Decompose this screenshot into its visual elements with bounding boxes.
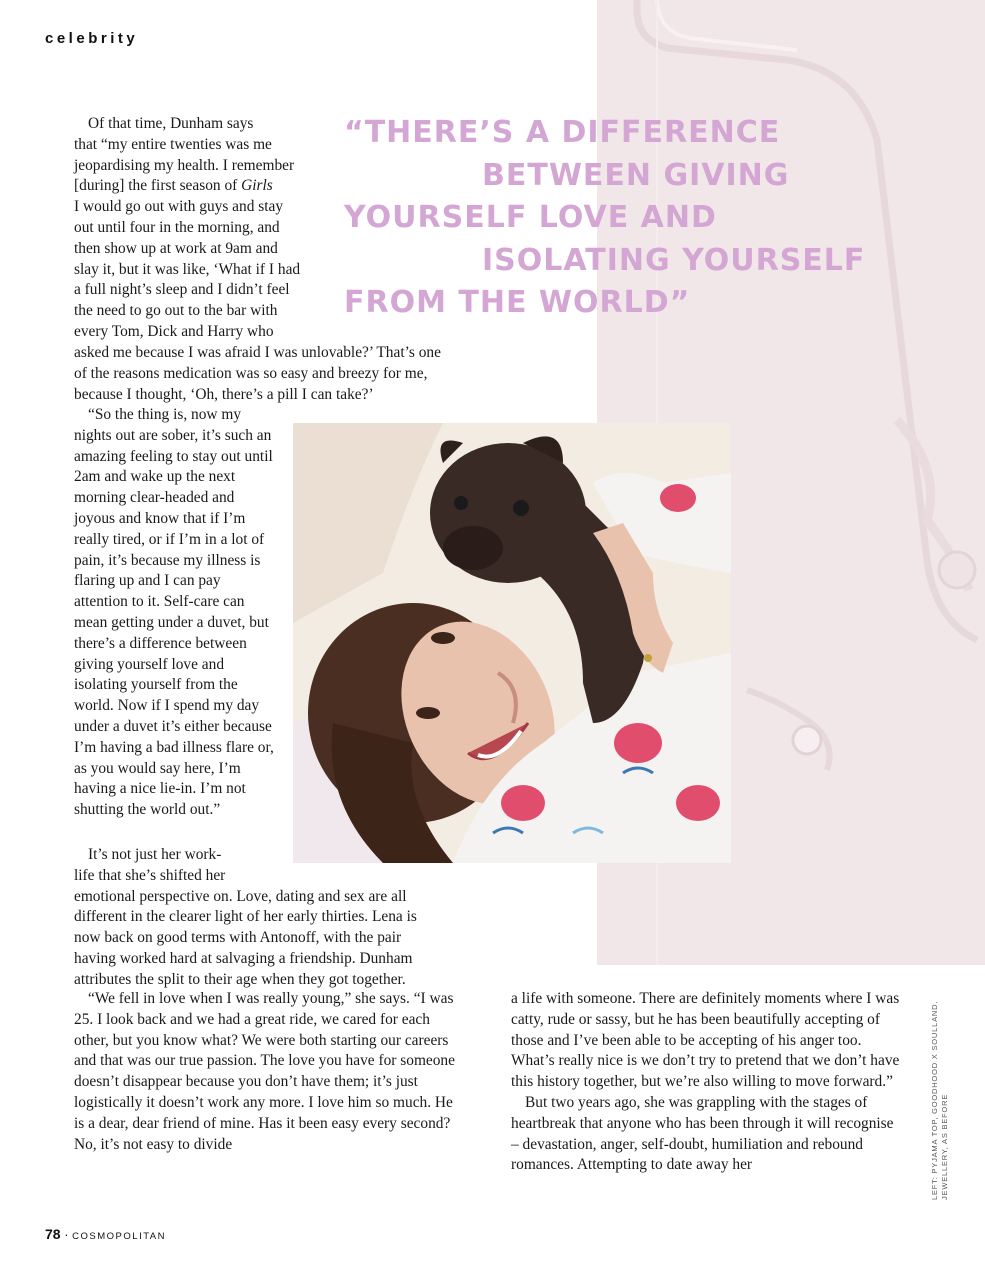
pull-quote-line: YOURSELF LOVE AND	[344, 200, 717, 235]
credit-line: JEWELLERY, AS BEFORE	[940, 1093, 949, 1200]
text-line: every Tom, Dick and Harry who	[74, 322, 274, 340]
text-block: But two years ago, she was grappling with the stages of heartbreak that anyone who has been through it will recognise – devastation, anger, self-doubt, humiliation and rebound romances. Attempting to date away her	[511, 1093, 894, 1174]
article-right-column	[511, 989, 903, 1176]
text-line: out until four in the morning, and	[74, 218, 280, 236]
text-line: I would go out with guys and stay	[74, 198, 284, 216]
text-fragment: [during] the first season of	[74, 177, 238, 195]
credit-line: LEFT: PYJAMA TOP, GOODHOOD X SOULLAND.	[930, 1000, 939, 1200]
text-line: that “my entire twenties was me	[74, 135, 272, 153]
text-line	[74, 176, 346, 197]
text-block: asked me because I was afraid I was unlovable?’ That’s one of the reasons medication was so easy and breezy for me, because I thought, ‘Oh, there’s a pill I can take?’	[74, 344, 441, 403]
article-paragraph	[74, 405, 274, 821]
folio-separator: ·	[64, 1227, 69, 1242]
article-paragraph	[74, 114, 346, 343]
photo-illustration	[293, 423, 731, 863]
magazine-name: COSMOPOLITAN	[72, 1231, 167, 1242]
pull-quote-line: FROM THE WORLD”	[344, 285, 691, 320]
pull-quote-line: ISOLATING YOURSELF	[482, 242, 866, 278]
text-line: slay it, but it was like, ‘What if I had	[74, 260, 301, 278]
section-label: celebrity	[45, 30, 139, 47]
text-line: a full night’s sleep and I didn’t feel	[74, 281, 290, 299]
show-title: Girls	[241, 177, 273, 195]
text-block: “We fell in love when I was really young,” she says. “I was 25. I look back and we had a great ride, we cared for each other, but you know what? We were both starting our careers and that was our true passion. The love you have for someone doesn’t disappear because you don’t have them; it’s just logistically it doesn’t work any more. I love him so much. He is a dear, dear friend of mine. Has it been easy every second? No, it’s not easy to divide	[74, 990, 455, 1153]
text-line: It’s not just her work-	[88, 846, 222, 863]
pull-quote-line: BETWEEN GIVING	[482, 157, 790, 193]
page-folio	[45, 1226, 166, 1242]
page-number: 78	[45, 1226, 61, 1242]
pull-quote	[344, 112, 904, 325]
article-paragraph	[74, 845, 446, 991]
text-line: the need to go out to the bar with	[74, 302, 278, 320]
text-line: Of that time, Dunham says	[88, 115, 254, 132]
text-line: jeopardising my health. I remember	[74, 156, 295, 174]
article-paragraph	[74, 989, 464, 1155]
text-line: life that she’s shifted her	[74, 866, 226, 884]
text-line: then show up at work at 9am and	[74, 239, 278, 257]
article-paragraph-continued	[74, 343, 454, 405]
text-block: a life with someone. There are definitely moments where I was catty, rude or sassy, but he has been beautifully accepting of those and I’ve been able to be accepting of his anger too. What’s really nice is we don’t try to pretend that we don’t have this history together, but we’re also willing to move forward.”	[511, 990, 900, 1091]
photo-woman-with-dog	[293, 423, 731, 863]
text-block: emotional perspective on. Love, dating and sex are all different in the clearer light of her early thirties. Lena is now back on good terms with Antonoff, with the pair having worked hard at salvaging a friendship. Dunham attributes the split to their age when they got together.	[74, 887, 417, 988]
text-block: “So the thing is, now my nights out are sober, it’s such an amazing feeling to stay out until 2am and wake up the next morning clear-headed and joyous and know that if I’m really tired, or if I’m in a lot of pain, it’s because my illness is flaring up and I can pay attention to it. Self-care can mean getting under a duvet, but there’s a difference between giving yourself love and isolating yourself from the world. Now if I spend my day under a duvet it’s either because I’m having a bad illness flare or, as you would say here, I’m having a nice lie-in. I’m not shutting the world out.”	[74, 406, 274, 819]
photo-credit	[930, 1000, 949, 1200]
pull-quote-line: “THERE’S A DIFFERENCE	[344, 115, 781, 150]
